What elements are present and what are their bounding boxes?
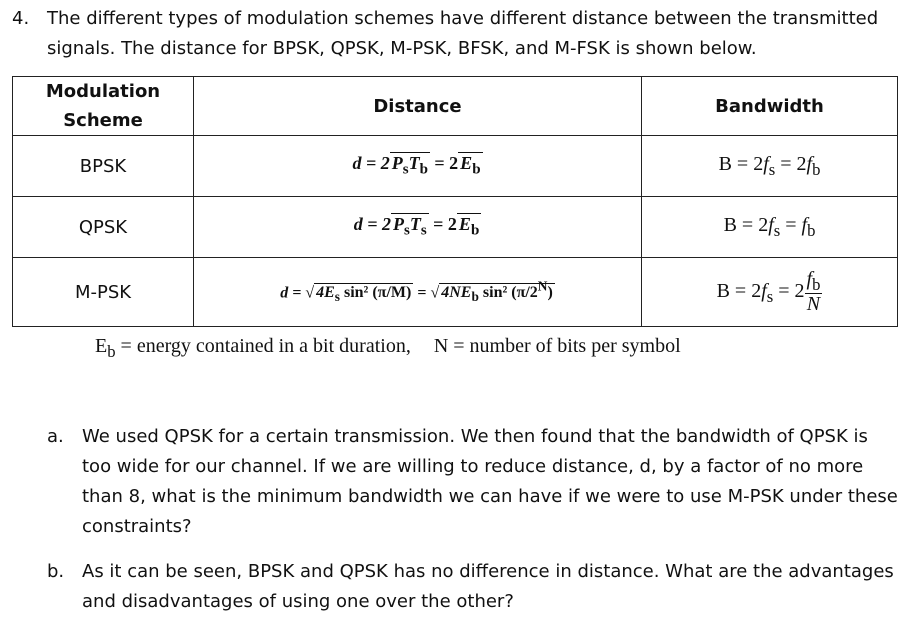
part-a xyxy=(47,422,907,542)
header-distance: Distance xyxy=(194,77,642,136)
modulation-table xyxy=(12,76,898,327)
bandwidth-mpsk: $B = 2f_s = 2$ $\frac{f_b}{N}$ xyxy=(642,258,898,327)
part-a-line-2: too wide for our channel. If we are willing to reduce distance, d, by a factor of no more xyxy=(82,456,864,477)
part-b-text xyxy=(82,557,894,617)
scheme-mpsk: M-PSK xyxy=(13,258,194,327)
scheme-qpsk: QPSK xyxy=(13,197,194,258)
eb-definition: = energy contained in a bit duration, xyxy=(115,335,411,357)
question-number: 4. xyxy=(12,8,30,29)
part-a-line-3: than 8, what is the minimum bandwidth we can have if we were to use M-PSK under these xyxy=(82,486,898,507)
header-bandwidth: Bandwidth xyxy=(642,77,898,136)
part-a-label: a. xyxy=(47,426,64,447)
distance-mpsk: d = √ $4E_s$ sin² (π/M) = √ $4NE_b$ sin² $(\pi/2^N)$ xyxy=(194,258,642,327)
part-b-line-1: As it can be seen, BPSK and QPSK has no difference in distance. What are the advantages xyxy=(82,561,894,582)
n-definition: N = number of bits per symbol xyxy=(433,335,681,357)
scheme-bpsk: BPSK xyxy=(13,136,194,197)
table-row xyxy=(13,136,898,197)
header-scheme xyxy=(13,77,194,136)
part-a-line-4: constraints? xyxy=(82,516,192,537)
intro-line-1: The different types of modulation schemes have different distance between the transmitted xyxy=(47,8,879,29)
part-b xyxy=(47,557,907,619)
part-a-text xyxy=(82,422,898,542)
part-b-label: b. xyxy=(47,561,65,582)
part-b-line-2: and disadvantages of using one over the other? xyxy=(82,591,514,612)
header-scheme-line2: Scheme xyxy=(63,110,143,131)
distance-bpsk: d = 2 $P_sT_b = 2$ $E_b$ xyxy=(194,136,642,197)
table-row xyxy=(13,197,898,258)
question-intro xyxy=(47,4,907,64)
distance-qpsk: d = 2 $P_sT_s = 2$ $E_b$ xyxy=(194,197,642,258)
table-header-row xyxy=(13,77,898,136)
bandwidth-qpsk: $B = 2f_s = f_b$ xyxy=(642,197,898,258)
table-legend xyxy=(95,333,681,365)
table-row xyxy=(13,258,898,327)
bandwidth-fraction: $\frac{f_b}{N}$ xyxy=(806,267,821,316)
intro-line-2: signals. The distance for BPSK, QPSK, M-PSK, BFSK, and M-FSK is shown below. xyxy=(47,38,757,59)
header-scheme-line1: Modulation xyxy=(45,81,161,102)
eb-symbol: $E_b$ xyxy=(95,335,116,361)
part-a-line-1: We used QPSK for a certain transmission. We then found that the bandwidth of QPSK is xyxy=(82,426,868,447)
bandwidth-bpsk: $B = 2f_s = 2f_b$ xyxy=(642,136,898,197)
